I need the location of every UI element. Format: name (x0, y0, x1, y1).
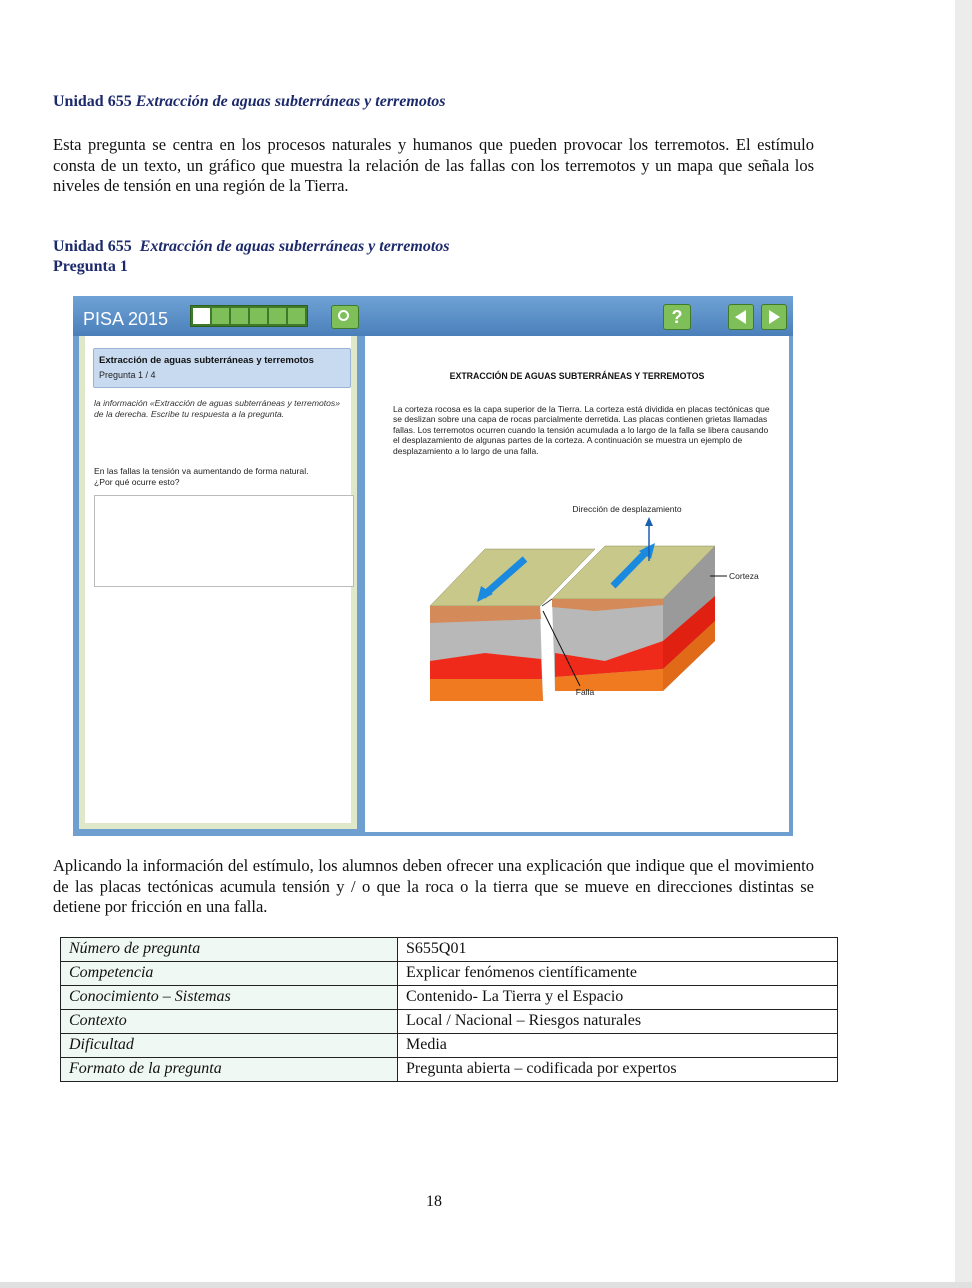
page-bottom-edge (0, 1282, 972, 1288)
question-text: En las fallas la tensión va aumentando de forma natural. ¿Por qué ocurre esto? (94, 466, 309, 487)
question-number: Pregunta 1 / 4 (99, 370, 156, 380)
table-row: Dificultad Media (61, 1034, 838, 1058)
stimulus-text: La corteza rocosa es la capa superior de la Tierra. La corteza está dividida en placas tectónicas que se deslizan sobre una capa de rocas parcialmente derretida. Las placas contienen grietas llamadas fallas. Los terremotos ocurren cuando la tensión acumulada a lo largo de la falla se libera causando el desplazamiento de algunas partes de la corteza. A continuación se muestra un ejemplo de desplazamiento a lo largo de una falla. (393, 404, 770, 456)
next-button[interactable] (761, 304, 787, 330)
timer-icon[interactable] (331, 305, 359, 329)
answer-textarea[interactable] (94, 495, 354, 587)
progress-segment (231, 308, 248, 324)
intro-paragraph: Esta pregunta se centra en los procesos naturales y humanos que pueden provocar los terremotos. El estímulo consta de un texto, un gráfico que muestra la relación de las fallas con los terremotos y un mapa que señala los niveles de tensión en una región de la Tierra. (53, 135, 814, 195)
question-header-box (93, 348, 351, 388)
pisa-screen (73, 296, 793, 836)
direction-label: Dirección de desplazamiento (572, 504, 682, 514)
fault-label: Falla (575, 687, 595, 697)
pisa-toolbar (73, 296, 793, 336)
pisa-title: PISA 2015 (83, 309, 169, 329)
progress-segment (212, 308, 229, 324)
page-number: 18 (426, 1193, 442, 1210)
conclusion-paragraph: Aplicando la información del estímulo, los alumnos deben ofrecer una explicación que indique que el movimiento de las placas tectónicas acumula tensión y / o que la roca o la tierra que se mueve en direcciones distintas se detiene por fricción en una falla. (53, 856, 814, 916)
table-row: Contexto Local / Nacional – Riesgos naturales (61, 1010, 838, 1034)
question-heading: Pregunta 1 (53, 258, 128, 275)
progress-segment (193, 308, 210, 324)
progress-segment (269, 308, 286, 324)
stimulus-panel (365, 336, 789, 832)
previous-button[interactable] (728, 304, 754, 330)
help-button[interactable]: ? (663, 304, 691, 330)
progress-bar (190, 305, 308, 327)
page-edge (955, 0, 972, 1288)
fault-diagram (365, 501, 789, 711)
table-row: Formato de la pregunta Pregunta abierta – codificada por expertos (61, 1058, 838, 1082)
question-unit-title: Extracción de aguas subterráneas y terremotos (99, 355, 314, 366)
question-instruction: la información «Extracción de aguas subterráneas y terremotos» de la derecha. Escribe tu respuesta a la pregunta. (94, 398, 341, 419)
question-panel (79, 336, 357, 829)
table-row: Conocimiento – Sistemas Contenido- La Tierra y el Espacio (61, 986, 838, 1010)
table-row: Número de pregunta S655Q01 (61, 938, 838, 962)
progress-segment (288, 308, 305, 324)
metadata-table (60, 937, 838, 1082)
progress-segment (250, 308, 267, 324)
unit-heading: Unidad 655 Extracción de aguas subterráneas y terremotos (53, 93, 446, 110)
stimulus-title: EXTRACCIÓN DE AGUAS SUBTERRÁNEAS Y TERREMOTOS (449, 371, 705, 381)
unit-heading-2: Unidad 655 Extracción de aguas subterráneas y terremotos (53, 238, 450, 255)
table-row: Competencia Explicar fenómenos científicamente (61, 962, 838, 986)
crust-label: Corteza (729, 571, 759, 581)
